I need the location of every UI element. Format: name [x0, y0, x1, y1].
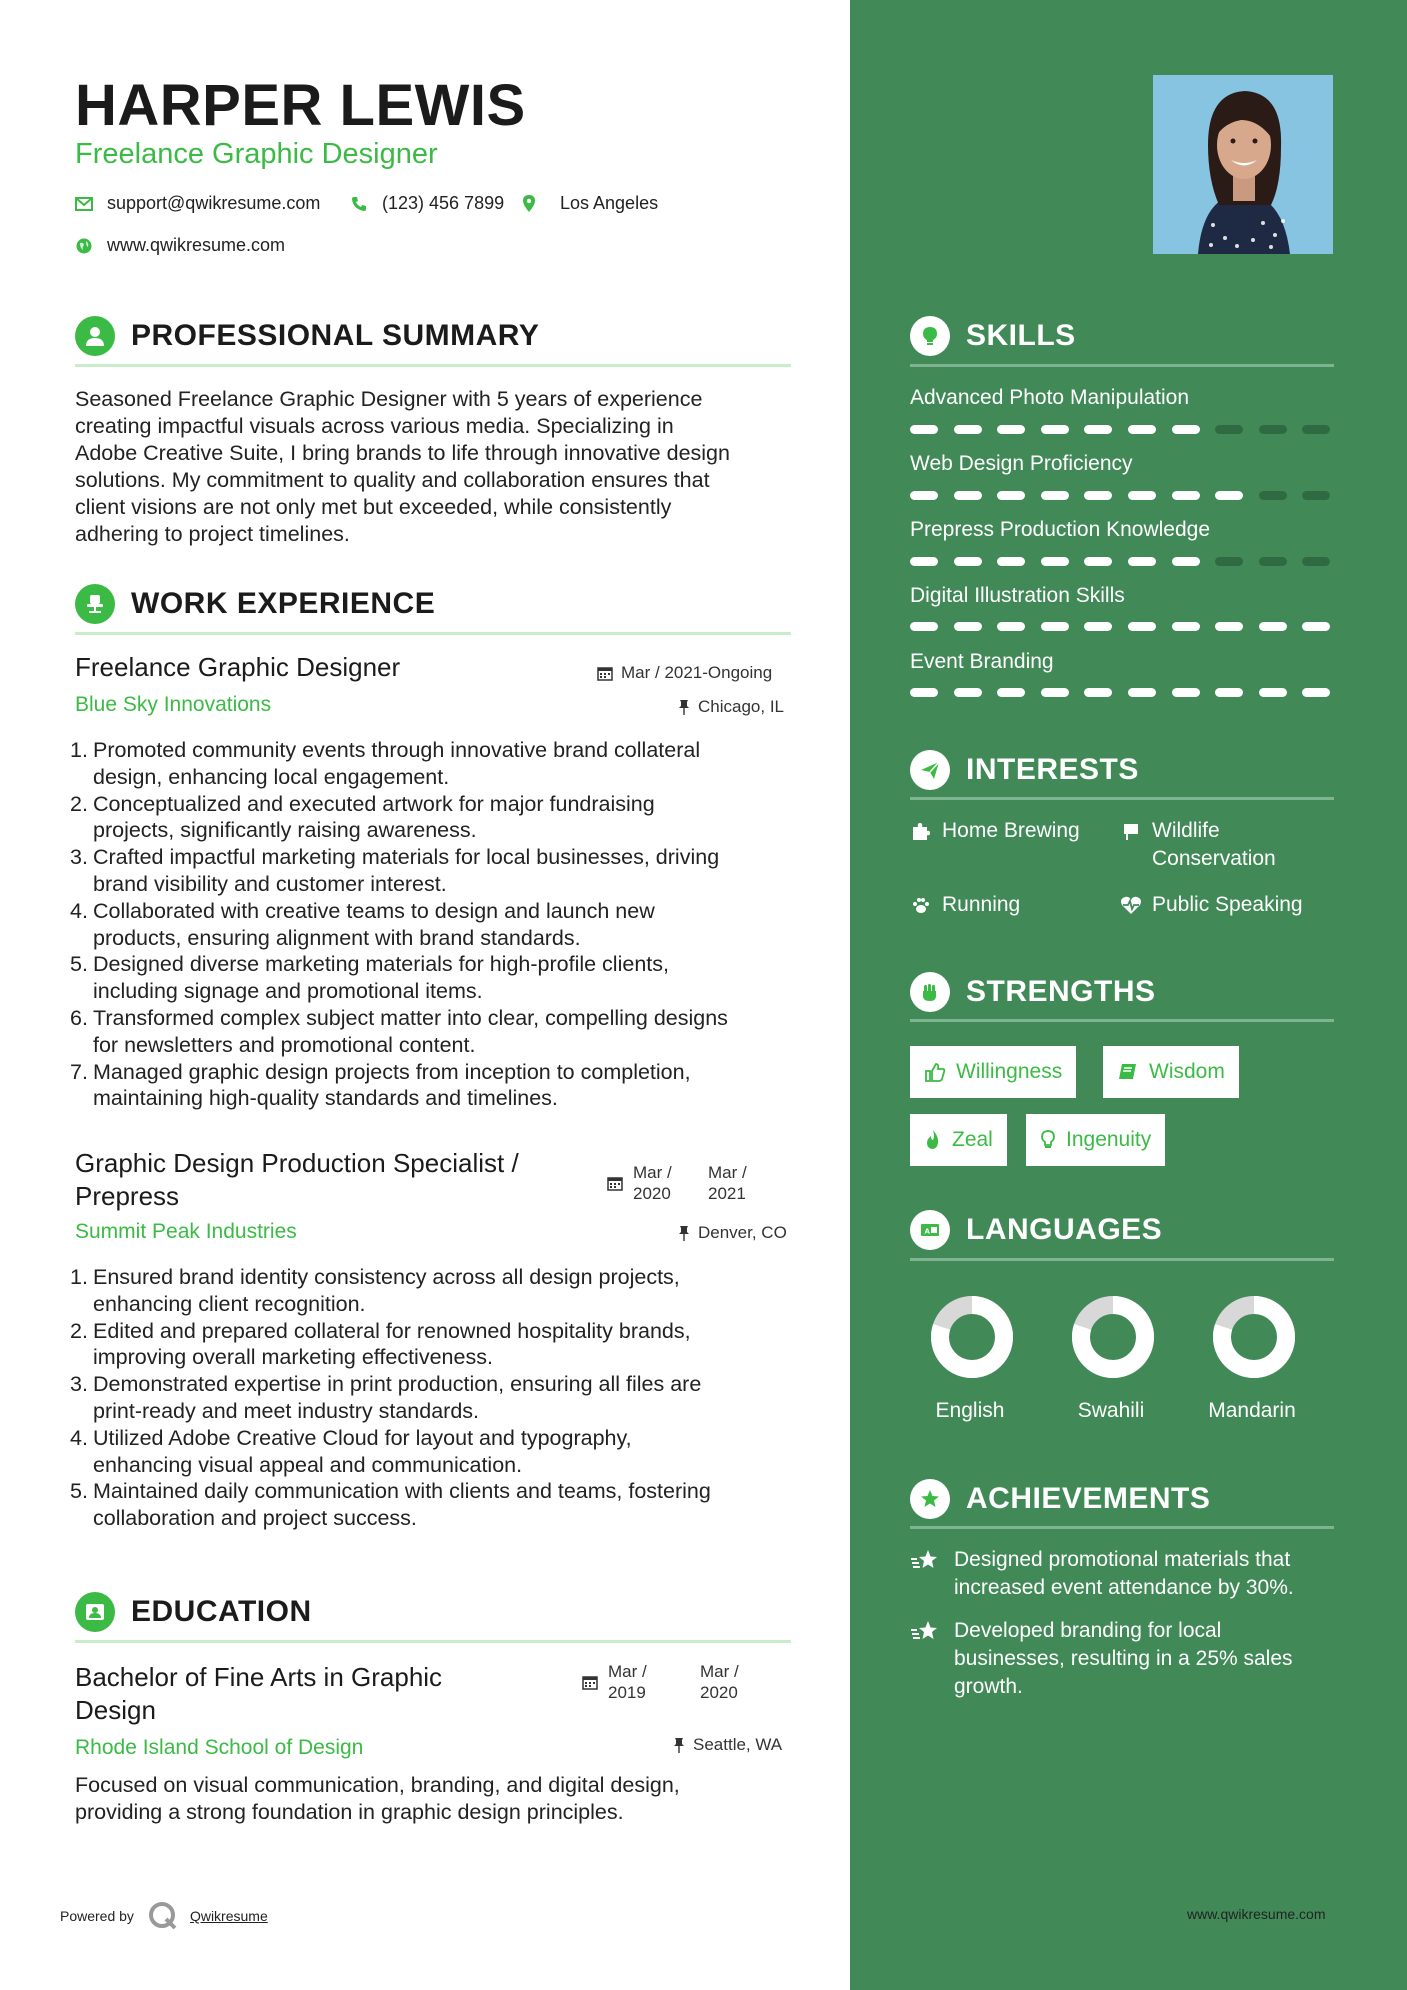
- skill-segment-filled: [1302, 622, 1330, 631]
- list-line: improving overall marketing effectiveness.: [93, 1345, 493, 1370]
- list-number: 7.: [70, 1059, 88, 1084]
- strengths-heading: [910, 972, 1156, 1012]
- skill-segment-filled: [1041, 622, 1069, 631]
- skill-segment-filled: [997, 688, 1025, 697]
- phone-icon: [350, 195, 368, 213]
- strengths-title: STRENGTHS: [966, 975, 1156, 1008]
- date-end-line: 2020: [700, 1683, 738, 1702]
- list-line: Ensured brand identity consistency across all design projects,: [93, 1265, 680, 1289]
- skill-segment-filled: [1172, 491, 1200, 500]
- job-title-line: Prepress: [75, 1181, 180, 1211]
- skill-segment-empty: [1302, 425, 1330, 434]
- list-item: [70, 844, 805, 898]
- summary-line: Seasoned Freelance Graphic Designer with 5 years of experience: [75, 387, 703, 411]
- interest-label: Home Brewing: [942, 819, 1080, 842]
- skill-segment-filled: [1084, 622, 1112, 631]
- list-item: [70, 737, 805, 791]
- location-text: Los Angeles: [560, 193, 659, 213]
- skill-label: Web Design Proficiency: [910, 452, 1133, 475]
- list-line: Collaborated with creative teams to design and launch new: [93, 898, 655, 923]
- skills-heading: [910, 316, 1076, 356]
- list-number: 4.: [70, 898, 88, 923]
- pin-icon: [678, 699, 690, 715]
- contact-email[interactable]: [75, 193, 320, 214]
- language-label: Mandarin: [1208, 1399, 1296, 1422]
- paw-icon: [908, 891, 934, 915]
- skill-segment-filled: [1041, 425, 1069, 434]
- list-number: 5.: [70, 952, 88, 977]
- heartbeat-icon: [1118, 891, 1144, 915]
- interest-item: [908, 891, 1020, 919]
- list-line: Managed graphic design projects from inception to completion,: [93, 1059, 691, 1084]
- list-item: [70, 1478, 805, 1532]
- education-location: [673, 1735, 782, 1755]
- date-start: [608, 1661, 700, 1703]
- paper-plane-icon: [910, 750, 950, 790]
- interests-title: INTERESTS: [966, 753, 1139, 786]
- job-date: [607, 1162, 747, 1204]
- pin-icon: [678, 1225, 690, 1241]
- list-line: products, ensuring alignment with brand standards.: [93, 925, 581, 950]
- skill-segment-filled: [954, 688, 982, 697]
- skill-segment-empty: [1302, 557, 1330, 566]
- summary-line: creating impactful visuals across various media. Specializing in: [75, 414, 674, 438]
- skill-segment-filled: [1259, 622, 1287, 631]
- strength-label: Wisdom: [1149, 1060, 1225, 1083]
- skill-segment-filled: [1084, 557, 1112, 566]
- skill-segment-filled: [910, 688, 938, 697]
- skill-segment-filled: [910, 557, 938, 566]
- list-item: [70, 1005, 805, 1059]
- skill-segment-filled: [1172, 688, 1200, 697]
- skill-label: Prepress Production Knowledge: [910, 518, 1211, 541]
- achievement-item: [910, 1546, 1294, 1602]
- envelope-icon: [75, 195, 93, 213]
- achievement-line: increased event attendance by 30%.: [954, 1576, 1294, 1599]
- education-heading: [75, 1592, 312, 1632]
- achievement-text: [954, 1546, 1294, 1602]
- sign-icon: [1118, 817, 1144, 841]
- candidate-name: HARPER LEWIS: [75, 73, 526, 138]
- skill-segment-filled: [954, 491, 982, 500]
- languages-heading: [910, 1210, 1162, 1250]
- strength-chip: [1026, 1114, 1165, 1166]
- list-line: including signage and promotional items.: [93, 979, 483, 1004]
- skill-segment-filled: [954, 622, 982, 631]
- skill-segment-filled: [1041, 688, 1069, 697]
- language-ring: [1071, 1295, 1155, 1379]
- date-end: [700, 1661, 739, 1703]
- list-line: maintaining high-quality standards and timelines.: [93, 1086, 558, 1111]
- skill-segment-empty: [1215, 557, 1243, 566]
- contact-website[interactable]: [75, 235, 285, 256]
- skill-segment-filled: [1128, 557, 1156, 566]
- achievements-rule: [910, 1526, 1334, 1529]
- list-item: [70, 791, 805, 845]
- skill-segment-filled: [910, 491, 938, 500]
- thumbs-up-icon: [924, 1061, 946, 1083]
- interest-label-line: Conservation: [1152, 847, 1276, 870]
- skills-rule: [910, 364, 1334, 367]
- degree-line: Design: [75, 1695, 156, 1725]
- list-item: [70, 898, 805, 952]
- strength-chip: [910, 1114, 1007, 1166]
- list-line: for newsletters and promotional content.: [93, 1032, 476, 1057]
- job-location-text: Denver, CO: [698, 1223, 787, 1242]
- skill-segment-filled: [1041, 491, 1069, 500]
- skill-segment-filled: [1084, 688, 1112, 697]
- skill-segment-filled: [1128, 688, 1156, 697]
- skill-segment-filled: [954, 425, 982, 434]
- education-rule: [75, 1640, 791, 1643]
- interest-item: [1118, 891, 1303, 919]
- skill-segment-filled: [997, 622, 1025, 631]
- date-end-line: Mar /: [700, 1662, 739, 1681]
- languages-title: LANGUAGES: [966, 1213, 1163, 1246]
- svg-text:A: A: [924, 1227, 930, 1236]
- skill-segment-empty: [1259, 557, 1287, 566]
- achievements-heading: [910, 1479, 1210, 1519]
- candidate-title: Freelance Graphic Designer: [75, 138, 438, 170]
- globe-icon: [75, 237, 93, 255]
- list-line: design, enhancing local engagement.: [93, 764, 450, 789]
- user-icon: [75, 316, 115, 356]
- company-name: Blue Sky Innovations: [75, 693, 272, 716]
- summary-title: PROFESSIONAL SUMMARY: [131, 319, 540, 352]
- list-line: Promoted community events through innovative brand collateral: [93, 738, 701, 762]
- languages-rule: [910, 1258, 1334, 1261]
- summary-heading: [75, 316, 539, 356]
- list-line: projects, significantly raising awareness.: [93, 818, 477, 843]
- strength-label: Zeal: [952, 1128, 993, 1151]
- map-marker-icon: [520, 195, 538, 213]
- achievement-text: [954, 1617, 1293, 1701]
- degree-title: [75, 1661, 442, 1727]
- list-item: [70, 1318, 805, 1372]
- skill-segment-filled: [1172, 622, 1200, 631]
- job-location: [678, 697, 784, 717]
- list-number: 5.: [70, 1479, 88, 1504]
- skill-segment-filled: [1259, 688, 1287, 697]
- list-line: brand visibility and customer interest.: [93, 871, 447, 896]
- skill-segment-filled: [1172, 425, 1200, 434]
- language-icon: [910, 1210, 950, 1250]
- summary-line: client visions are not only met but exceeded, while consistently: [75, 495, 672, 519]
- skill-segment-filled: [910, 425, 938, 434]
- experience-title: WORK EXPERIENCE: [131, 587, 436, 620]
- qwikresume-logo-icon: [148, 1901, 178, 1931]
- date-start: [633, 1162, 708, 1204]
- list-line: collaboration and project success.: [93, 1506, 417, 1531]
- list-item: [70, 1425, 805, 1479]
- puzzle-icon: [908, 817, 934, 841]
- website-text: www.qwikresume.com: [107, 235, 286, 255]
- skill-segment-filled: [1041, 557, 1069, 566]
- star-hand-icon: [910, 1479, 950, 1519]
- contact-phone[interactable]: [350, 193, 504, 214]
- language-ring: [930, 1295, 1014, 1379]
- skill-label: Digital Illustration Skills: [910, 584, 1125, 607]
- office-chair-icon: [75, 584, 115, 624]
- skill-label: Advanced Photo Manipulation: [910, 386, 1190, 409]
- education-desc-line: Focused on visual communication, branding, and digital design,: [75, 1773, 680, 1797]
- graduation-icon: [75, 1592, 115, 1632]
- lightbulb-icon: [910, 316, 950, 356]
- skill-segment-filled: [1128, 622, 1156, 631]
- list-line: Conceptualized and executed artwork for major fundraising: [93, 791, 655, 816]
- powered-by-text: Powered by: [60, 1908, 134, 1924]
- summary-line: solutions. My commitment to quality and collaboration ensures that: [75, 468, 710, 492]
- skill-segment-filled: [910, 622, 938, 631]
- skill-segment-empty: [1302, 491, 1330, 500]
- job-title-line: Graphic Design Production Specialist /: [75, 1148, 519, 1178]
- achievement-line: Developed branding for local: [954, 1619, 1222, 1642]
- date-start-line: 2019: [608, 1683, 646, 1702]
- date-end: [708, 1162, 747, 1204]
- job-title: Freelance Graphic Designer: [75, 652, 401, 682]
- language-label: English: [935, 1399, 1005, 1422]
- lightbulb-outline-icon: [1040, 1129, 1056, 1151]
- interests-rule: [910, 797, 1334, 800]
- phone-text: (123) 456 7899: [382, 193, 505, 213]
- date-end-line: 2021: [708, 1184, 746, 1203]
- education-desc-line: providing a strong foundation in graphic design principles.: [75, 1800, 624, 1824]
- job-location: [678, 1223, 787, 1243]
- summary-line: adhering to project timelines.: [75, 522, 350, 546]
- job-responsibilities: [70, 737, 805, 1112]
- school-name: Rhode Island School of Design: [75, 1736, 364, 1759]
- calendar-icon: [607, 1175, 623, 1191]
- list-line: print-ready and meet industry standards.: [93, 1398, 480, 1423]
- skill-segment-filled: [1172, 557, 1200, 566]
- skill-bar: [910, 557, 1346, 566]
- list-line: Maintained daily communication with clients and teams, fostering: [93, 1479, 711, 1504]
- list-line: Transformed complex subject matter into clear, compelling designs: [93, 1005, 728, 1030]
- list-line: Demonstrated expertise in print production, ensuring all files are: [93, 1372, 702, 1397]
- fire-icon: [924, 1129, 942, 1151]
- powered-by: [60, 1901, 268, 1931]
- education-location-text: Seattle, WA: [693, 1735, 783, 1754]
- strength-label: Ingenuity: [1066, 1128, 1152, 1151]
- interest-item: [908, 817, 1080, 845]
- job-date-text: Mar / 2021-Ongoing: [621, 663, 773, 682]
- skill-bar: [910, 688, 1346, 697]
- job-title: [75, 1147, 519, 1213]
- summary-text: [75, 386, 795, 548]
- interest-label: Running: [942, 893, 1021, 916]
- achievement-line: growth.: [954, 1675, 1023, 1698]
- list-line: Edited and prepared collateral for renowned hospitality brands,: [93, 1318, 691, 1343]
- list-item: [70, 1264, 805, 1318]
- skill-segment-filled: [997, 557, 1025, 566]
- list-number: 4.: [70, 1425, 88, 1450]
- list-item: [70, 1371, 805, 1425]
- brand-link[interactable]: Qwikresume: [189, 1908, 268, 1924]
- education-date: [582, 1661, 739, 1703]
- calendar-icon: [597, 665, 613, 681]
- contact-location: [520, 193, 658, 214]
- list-item: [70, 1059, 805, 1113]
- strength-chip: [910, 1046, 1076, 1098]
- date-end-line: Mar /: [708, 1163, 747, 1182]
- list-line: enhancing visual appeal and communication.: [93, 1452, 523, 1477]
- achievements-title: ACHIEVEMENTS: [966, 1482, 1211, 1515]
- list-item: [70, 951, 805, 1005]
- strength-label: Willingness: [956, 1060, 1063, 1083]
- email-text: support@qwikresume.com: [107, 193, 321, 213]
- job-responsibilities: [70, 1264, 805, 1532]
- raised-fist-icon: [910, 972, 950, 1012]
- pin-icon: [673, 1737, 685, 1753]
- list-line: Utilized Adobe Creative Cloud for layout and typography,: [93, 1425, 632, 1450]
- list-number: 2.: [70, 1318, 88, 1343]
- list-line: enhancing client recognition.: [93, 1291, 366, 1316]
- skill-segment-filled: [1215, 491, 1243, 500]
- interest-label: [1152, 817, 1276, 873]
- star-icon: [910, 1617, 942, 1701]
- skill-segment-filled: [997, 491, 1025, 500]
- achievement-item: [910, 1617, 1293, 1701]
- company-name: Summit Peak Industries: [75, 1220, 297, 1243]
- skill-segment-empty: [1259, 491, 1287, 500]
- skill-label: Event Branding: [910, 650, 1054, 673]
- book-icon: [1117, 1061, 1139, 1083]
- interest-item: [1118, 817, 1276, 873]
- list-number: 3.: [70, 845, 88, 870]
- skill-segment-filled: [1128, 491, 1156, 500]
- list-number: 6.: [70, 1005, 88, 1030]
- education-title: EDUCATION: [131, 1595, 312, 1628]
- list-number: 3.: [70, 1372, 88, 1397]
- date-start-line: Mar /: [608, 1662, 647, 1681]
- language-ring: [1212, 1295, 1296, 1379]
- skill-bar: [910, 622, 1346, 631]
- degree-line: Bachelor of Fine Arts in Graphic: [75, 1662, 443, 1692]
- strengths-rule: [910, 1019, 1334, 1022]
- experience-heading: [75, 584, 435, 624]
- date-start-line: Mar /: [633, 1163, 672, 1182]
- skill-segment-filled: [1215, 688, 1243, 697]
- skills-title: SKILLS: [966, 319, 1076, 352]
- list-number: 2.: [70, 791, 88, 816]
- interest-label: Public Speaking: [1152, 893, 1303, 916]
- list-line: Crafted impactful marketing materials for local businesses, driving: [93, 845, 720, 870]
- star-icon: [910, 1546, 942, 1602]
- job-location-text: Chicago, IL: [698, 697, 784, 716]
- skill-segment-filled: [1215, 622, 1243, 631]
- skill-segment-filled: [997, 425, 1025, 434]
- calendar-icon: [582, 1674, 598, 1690]
- summary-line: Adobe Creative Suite, I bring brands to life through innovative design: [75, 441, 730, 465]
- profile-photo: [1153, 75, 1333, 254]
- skill-bar: [910, 425, 1346, 434]
- skill-segment-filled: [954, 557, 982, 566]
- interest-label-line: Wildlife: [1152, 819, 1220, 842]
- education-description: [75, 1772, 795, 1826]
- interests-heading: [910, 750, 1139, 790]
- footer-website[interactable]: www.qwikresume.com: [1187, 1906, 1326, 1922]
- list-number: 1.: [70, 738, 88, 762]
- date-start-line: 2020: [633, 1184, 671, 1203]
- skill-bar: [910, 491, 1346, 500]
- skill-segment-filled: [1302, 688, 1330, 697]
- skill-segment-empty: [1259, 425, 1287, 434]
- skill-segment-empty: [1215, 425, 1243, 434]
- list-line: Designed diverse marketing materials for high-profile clients,: [93, 952, 669, 977]
- achievement-line: businesses, resulting in a 25% sales: [954, 1647, 1293, 1670]
- skill-segment-filled: [1128, 425, 1156, 434]
- summary-rule: [75, 364, 791, 367]
- experience-rule: [75, 632, 791, 635]
- list-number: 1.: [70, 1265, 88, 1289]
- language-label: Swahili: [1077, 1399, 1145, 1422]
- skill-segment-filled: [1084, 425, 1112, 434]
- strength-chip: [1103, 1046, 1239, 1098]
- skill-segment-filled: [1084, 491, 1112, 500]
- achievement-line: Designed promotional materials that: [954, 1548, 1291, 1571]
- job-date: [597, 663, 772, 683]
